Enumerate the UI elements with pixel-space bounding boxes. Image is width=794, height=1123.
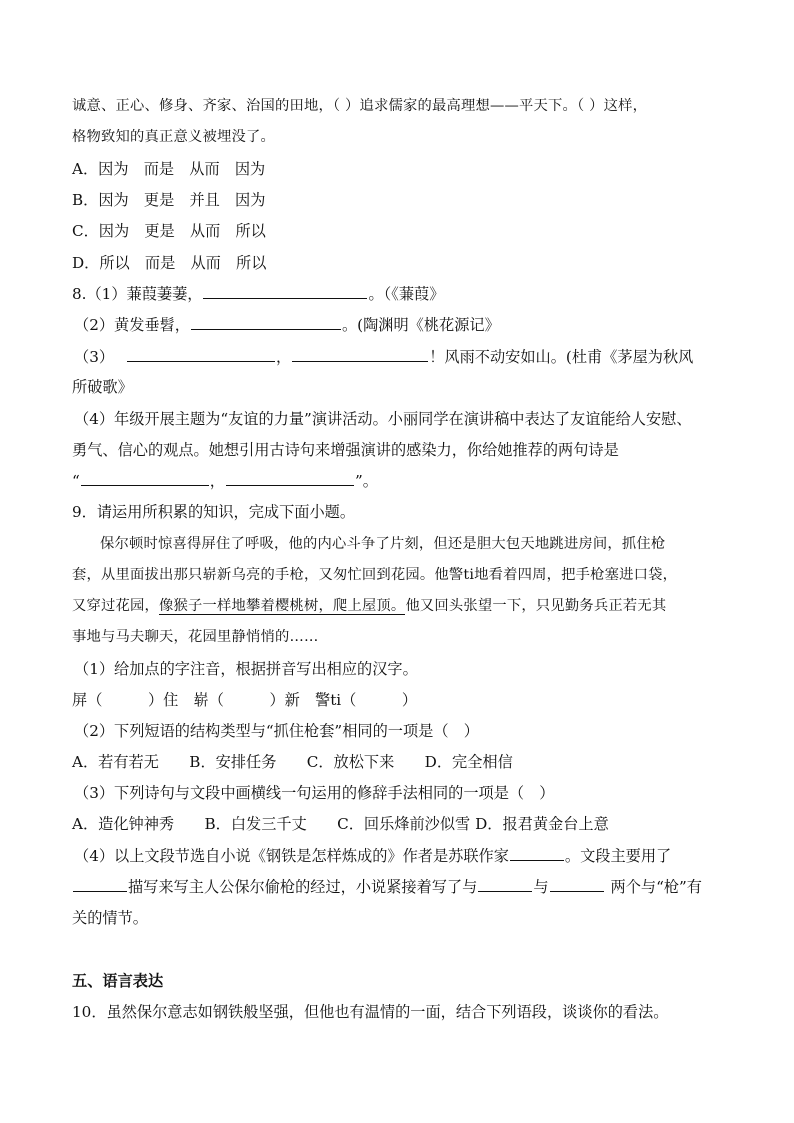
q9-s4-pre: （4）以上文段节选自小说《钢铁是怎样炼成的》作者是苏联作家: [74, 847, 509, 865]
q9-s4-blank-author[interactable]: [510, 846, 564, 861]
q8-p3-prefix: （3）: [74, 348, 115, 366]
q9-s4-text-c: 两个与“枪”有: [610, 878, 702, 896]
q7-text-line-1: 诚意、正心、修身、齐家、治国的田地，（ ）追求儒家的最高理想——平天下。（ ）这样，: [72, 98, 648, 114]
q7-option-a: A．因为 而是 从而 因为: [72, 160, 266, 178]
q8-p2-blank[interactable]: [191, 315, 341, 330]
q9-passage-pre: 又穿过花园，: [72, 598, 159, 614]
q10-text: 10．虽然保尔意志如钢铁般坚强，但他也有温情的一面，结合下列语段，谈谈你的看法。: [72, 1003, 669, 1021]
q8-part-3-line-2: 所破歌》: [72, 378, 133, 396]
q8-p3-blank-2[interactable]: [292, 347, 428, 362]
q9-sub-3: （3）下列诗句与文段中画横线一句运用的修辞手法相同的一项是（ ）: [74, 784, 555, 802]
q8-p2-suffix: 。(陶渊明《桃花源记》: [341, 316, 500, 334]
q8-part-1: [72, 284, 734, 304]
q9-s4-blank-method[interactable]: [73, 877, 127, 892]
section-5-heading: 五、语言表达: [72, 972, 164, 990]
q9-passage-line-2: 套，从里面拔出那只崭新乌亮的手枪，又匆忙回到花园。他警ti地看着四周，把手枪塞进口袋，: [72, 567, 678, 583]
q9-s4-post: 。文段主要用了: [564, 847, 672, 865]
q9-sub-1-items: 屏（ ）住 崭（ ）新 警ti（ ）: [72, 691, 418, 709]
q8-p4-blank-2[interactable]: [226, 471, 354, 486]
q8-p1-blank[interactable]: [203, 284, 367, 299]
q8-p1-prefix: 8.（1）蒹葭萋萋，: [72, 285, 203, 303]
q7-option-b: B．因为 更是 并且 因为: [72, 191, 266, 209]
q8-p3-blank-1[interactable]: [127, 347, 275, 362]
q9-intro: 9．请运用所积累的知识，完成下面小题。: [72, 503, 356, 521]
q9-sub-1: （1）给加点的字注音，根据拼音写出相应的汉字。: [74, 660, 418, 678]
q9-sub-4-line-3: 关的情节。: [72, 909, 148, 927]
q8-p4-blank-1[interactable]: [81, 471, 209, 486]
q8-p3-comma: ，: [276, 348, 292, 366]
q7-option-c: C．因为 更是 从而 所以: [72, 222, 266, 240]
q9-sub-4-line-1: [74, 846, 734, 866]
q8-part-4-line-2: 勇气、信心的观点。她想引用古诗句来增强演讲的感染力，你给她推荐的两句诗是: [72, 441, 619, 459]
q9-passage-line-3: [72, 596, 734, 616]
q9-s4-text-a: 描写来写主人公保尔偷枪的经过，小说紧接着写了与: [128, 878, 478, 896]
q8-part-4-line-1: （4）年级开展主题为“友谊的力量”演讲活动。小丽同学在演讲稿中表达了友谊能给人安慰、: [74, 410, 692, 428]
q9-sub-2-options: A．若有若无 B．安排任务 C．放松下来 D．完全相信: [72, 753, 513, 771]
q8-part-2: [74, 315, 734, 335]
q9-s4-text-b: 与: [533, 878, 549, 896]
q8-p4-close-quote: ”。: [354, 472, 378, 490]
q8-p4-open-quote: “: [72, 472, 80, 490]
q8-part-3: [74, 347, 734, 367]
q8-p4-comma: ，: [209, 472, 225, 490]
q9-passage-line-4: 事地与马夫聊天，花园里静悄悄的……: [72, 629, 319, 645]
q8-p3-suffix: ！风雨不动安如山。(杜甫《茅屋为秋风: [429, 348, 694, 366]
q9-s4-blank-person-1[interactable]: [478, 877, 532, 892]
q9-passage-line-1: 保尔顿时惊喜得屏住了呼吸，他的内心斗争了片刻，但还是胆大包天地跳进房间，抓住枪: [100, 536, 666, 552]
q9-sub-3-options: A．造化钟神秀 B．白发三千丈 C．回乐烽前沙似雪 D．报君黄金台上意: [72, 815, 609, 833]
q7-text-line-2: 格物致知的真正意义被埋没了。: [72, 129, 275, 145]
q9-s4-blank-person-2[interactable]: [550, 877, 604, 892]
q9-sub-2: （2）下列短语的结构类型与“抓住枪套”相同的一项是（ ）: [74, 722, 479, 740]
q7-option-d: D．所以 而是 从而 所以: [72, 254, 267, 272]
q9-passage-underlined-sentence: 像猴子一样地攀着樱桃树，爬上屋顶。: [158, 598, 406, 614]
q8-part-4-line-3: [72, 471, 734, 491]
q8-p1-suffix: 。（《蒹葭》: [368, 285, 445, 303]
q9-passage-post: 他又回头张望一下，只见勤务兵正若无其: [405, 598, 667, 614]
q9-sub-4-line-2: [72, 877, 734, 897]
q8-p2-prefix: （2）黄发垂髫，: [74, 316, 190, 334]
